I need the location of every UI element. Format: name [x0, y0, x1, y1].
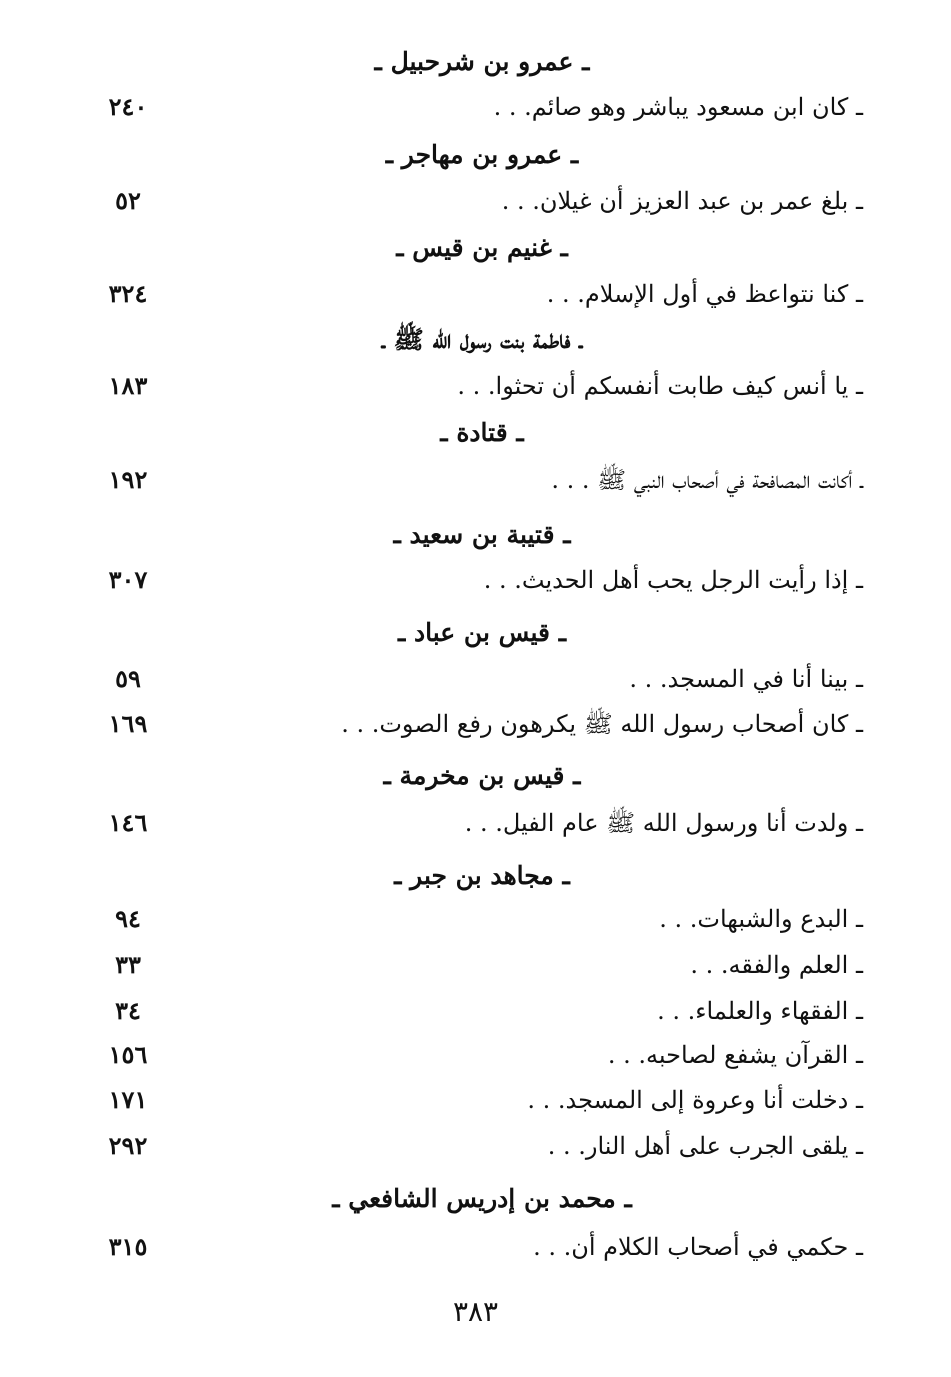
index-entry	[0, 460, 951, 500]
index-entry	[0, 181, 951, 221]
section-heading-row	[0, 42, 951, 82]
entry-text: ـ ولدت أنا ورسول الله ﷺ عام الفيل. . .	[464, 809, 863, 837]
section-heading: ـ قتادة ـ	[440, 418, 524, 447]
section-heading-row	[0, 135, 951, 175]
section-heading-row	[0, 228, 951, 268]
entry-page-number: ١٤٦	[108, 808, 148, 837]
entry-page-number: ٣٢٤	[108, 279, 148, 308]
index-entry	[0, 704, 951, 744]
entry-text: ـ حكمي في أصحاب الكلام أن. . .	[533, 1233, 863, 1261]
entry-text: ـ يا أنس كيف طابت أنفسكم أن تحثوا. . .	[457, 372, 863, 400]
entry-text: ـ الفقهاء والعلماء. . .	[657, 997, 863, 1025]
section-heading-row	[0, 515, 951, 555]
section-heading: ـ مجاهد بن جبر ـ	[394, 861, 570, 890]
entry-text: ـ دخلت أنا وعروة إلى المسجد. . .	[527, 1086, 863, 1114]
section-heading: ـ قتيبة بن سعيد ـ	[393, 520, 571, 549]
entry-text: ـ كنا نتواعظ في أول الإسلام. . .	[546, 280, 863, 308]
entry-page-number: ٣٠٧	[108, 565, 148, 594]
section-heading: ـ قيس بن عباد ـ	[397, 618, 567, 647]
entry-text: ـ القرآن يشفع لصاحبه. . .	[607, 1041, 863, 1069]
section-heading: ـ فاطمة بنت رسول الله ﷺ ـ	[381, 325, 583, 354]
entry-text: ـ بينا أنا في المسجد. . .	[629, 665, 863, 693]
entry-text: ـ يلقى الجرب على أهل النار. . .	[547, 1132, 863, 1160]
entry-page-number: ١٩٢	[108, 465, 148, 494]
index-entry	[0, 945, 951, 985]
index-entry	[0, 899, 951, 939]
index-entry	[0, 1035, 951, 1075]
entry-text: ـ بلغ عمر بن عبد العزيز أن غيلان. . .	[501, 187, 863, 215]
entry-page-number: ١٥٦	[108, 1040, 148, 1069]
entry-page-number: ١٧١	[108, 1085, 148, 1114]
section-heading-row	[0, 856, 951, 896]
index-entry	[0, 659, 951, 699]
entry-page-number: ٥٩	[115, 664, 141, 693]
entry-page-number: ٣٤	[115, 996, 141, 1025]
index-entry	[0, 803, 951, 843]
section-heading-row	[0, 413, 951, 453]
entry-text: ـ العلم والفقه. . .	[690, 951, 863, 979]
index-entry	[0, 1227, 951, 1267]
entry-text: ـ كان أصحاب رسول الله ﷺ يكرهون رفع الصوت. . .	[341, 710, 863, 738]
index-entry	[0, 991, 951, 1031]
index-entry	[0, 366, 951, 406]
section-heading: ـ محمد بن إدريس الشافعي ـ	[332, 1184, 632, 1213]
entry-page-number: ١٦٩	[108, 709, 148, 738]
entry-page-number: ٩٤	[115, 904, 141, 933]
index-entry	[0, 560, 951, 600]
index-entry	[0, 1080, 951, 1120]
entry-page-number: ٣١٥	[108, 1232, 148, 1261]
section-heading-row	[0, 613, 951, 653]
entry-page-number: ٥٢	[115, 186, 141, 215]
index-entry	[0, 87, 951, 127]
section-heading-row	[0, 756, 951, 796]
entry-text: ـ إذا رأيت الرجل يحب أهل الحديث. . .	[483, 566, 863, 594]
entry-page-number: ٢٤٠	[108, 92, 148, 121]
page-number: ٣٨٣	[452, 1295, 499, 1328]
index-entry	[0, 1126, 951, 1166]
entry-text: ـ أكانت المصافحة في أصحاب النبي ﷺ . . .	[551, 466, 863, 494]
index-entry	[0, 274, 951, 314]
entry-text: ـ البدع والشبهات. . .	[659, 905, 863, 933]
section-heading-row	[0, 320, 951, 360]
entry-page-number: ٣٣	[115, 950, 141, 979]
entry-page-number: ١٨٣	[108, 371, 148, 400]
section-heading: ـ غنيم بن قيس ـ	[396, 233, 568, 262]
entry-page-number: ٢٩٢	[108, 1131, 148, 1160]
section-heading: ـ قيس بن مخرمة ـ	[383, 761, 581, 790]
section-heading-row	[0, 1179, 951, 1219]
section-heading: ـ عمرو بن مهاجر ـ	[385, 140, 579, 169]
section-heading: ـ عمرو بن شرحبيل ـ	[374, 47, 590, 76]
entry-text: ـ كان ابن مسعود يباشر وهو صائم. . .	[493, 93, 863, 121]
